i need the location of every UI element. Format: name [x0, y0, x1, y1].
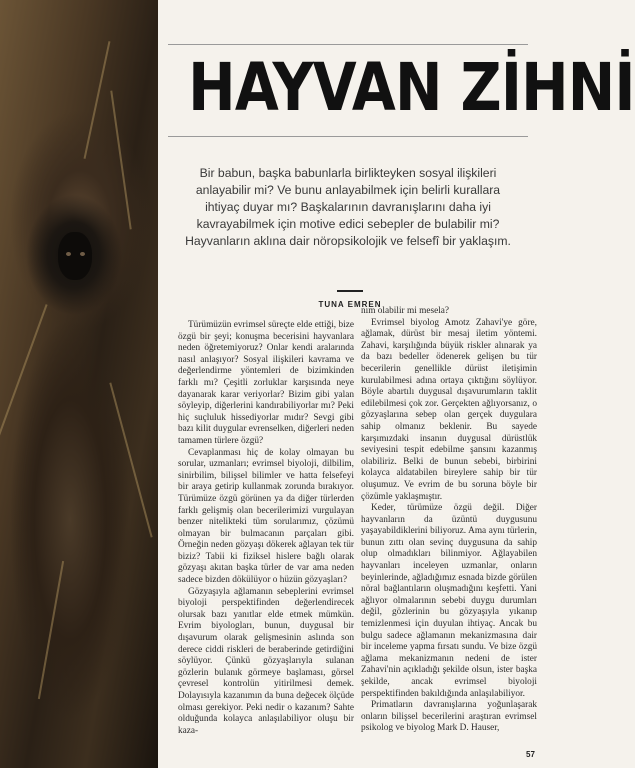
article-lede: Bir babun, başka babunlarla birlikteyken sosyal ilişkileri anlayabilir mi? Ve bunu anlayabilmek için belirli kurallara ihtiyaç duyar mı? Başkalarının davranışlarını daha iyi kavrayabilmek için motive edici sebepler de bulabilir mi? Hayvanların aklına dair nöropsikolojik ve felsefî bir yaklaşım. [185, 166, 511, 248]
paragraph: Gözyaşıyla ağlamanın sebeplerini evrimsel biyoloji perspektifinden değerlendirecek olursak bazı yanıtlar elde etmek mümkün. Evrim biyologları, bunun, duygusal bir dışavurum olarak gelişmesinin aslında son derece ciddi riskleri de beraberinde getirdiğini söylüyor. Çünkü gözyaşlarıyla sulanan gözlerin bulanık görmeye başlaması, görsel çevresel kontrolün yitirilmesi demek. Dolayısıyla kazanımın da buna değecek ölçüde olması gerekiyor. Peki nedir o kazanım? Sahte olduğunda kolayca anlaşılabiliyor oluşu bir kaza- [178, 586, 354, 736]
body-column-right [361, 306, 537, 735]
page-number: 57 [526, 750, 535, 759]
baboon-face [58, 232, 92, 280]
author-byline: TUNA EMREN [318, 300, 382, 309]
body-column-left [178, 320, 354, 737]
paragraph: Türümüzün evrimsel süreçte elde ettiği, bize özgü bir şeyi; konuşma becerisini hayvanlara neden öğretemiyoruz? Onlar kendi aralarında nasıl anlaşıyor? Sosyal ilişkileri kavrama ve değerlendirme yöntemleri de bizimkinden farklı mı? Çeşitli zorluklar karşısında neye dayanarak karar veriyorlar? Bizim gibi yalan söyleyip, diğerlerini kandırabiliyorlar mı? Peki hiç suçluluk hissediyorlar mıdır? Sevgi gibi bazı kilit duygular evrenselken, diğerleri neden tamamen türlere özgü? [178, 320, 354, 446]
byline-dash [337, 290, 363, 292]
paragraph: Primatların davranışlarına yoğunlaşarak onların bilişsel becerilerini araştıran evrimsel psikolog ve biyolog Mark D. Hauser, [361, 700, 537, 734]
paragraph: Cevaplanması hiç de kolay olmayan bu sorular, uzmanları; evrimsel biyoloji, dilbilim, sinirbilim, bilişsel bilimler ve hatta felsefeyi bir araya getirip kullanmak zorunda bırakıyor. Türümüze özgü görünen ya da diğer türlerden farklı gelişmiş olan becerilerimizi vurgulayan benzer nitelikteki tüm sorularımız, çözümü olmayan bir bulmacanın parçaları gibi. Örneğin neden gözyaşı dökerek ağlayan tek tür biziz? Tabii ki fiziksel hislere bağlı olarak gözyaşı akıtan başka türler de var ama neden sadece bizden dökülüyor o hüzün gözyaşları? [178, 447, 354, 586]
title-rule-bottom [168, 136, 528, 137]
title-rule-top [168, 44, 528, 45]
paragraph: Evrimsel biyolog Amotz Zahavi'ye göre, ağlamak, dürüst bir mesaj iletim yöntemi. Zahavi, karşılığında büyük riskler alınarak ya da bazı bedeller ödenerek gelişen bu tür becerilerin genellikle dürüst iletişimin kurulabilmesi adına ortaya çıktığını söylüyor. Böyle abartılı duygusal dışavurumların taklit edilebilmesi çok zor. Gerçekten ağlıyorsanız, o gözyaşlarına sebep olan gerçek duygulara sahip olmanız beklenir. Bu sayede karşımızdaki insanın duygusal dürüstlük seviyesini tespit edebilme şansını kazanmış olabiliriz. Belki de bunun sebebi, birbirini kolayca aldatabilen bireylere sahip bir tür oluşumuz. Ve evrim de bu soruna böyle bir çözümle yaklaşmıştır. [361, 317, 537, 502]
article-title: HAYVAN ZİHNİ [188, 49, 635, 126]
paragraph: Keder, türümüze özgü değil. Diğer hayvanların da üzüntü duygusunu yaşayabildiklerini biliyoruz. Ama aynı türlerin, bunun zıttı olan sevinç duygusuna da sahip olup olmadıkları bilinmiyor. Ağlayabilen hayvanları inceleyen uzmanlar, onların beyinlerinde, ağladığımız esnada bizde görülen nöral bağlantıların oluşmadığını keşfetti. Yani ağlıyor olmalarının sebebi duygu durumları değil, gözlerinin bu gözyaşıyla yıkanıp temizlenmesi için duyulan ihtiyaç. Ancak bu bulgu sadece ağlamanın mekanizmasına dair bir inceleme yapma fırsatı sundu. Ve bize özgü ağlama mekanizmanın nedeni de ister Zahavi'nin açıkladığı şekilde olsun, ister başka şekilde, ancak evrimsel biyoloji perspektifinden bakıldığında anlaşılabiliyor. [361, 503, 537, 699]
baboon-eye [80, 252, 85, 256]
baboon-eye [66, 252, 71, 256]
baboon-photo [0, 0, 158, 768]
paragraph: nım olabilir mi mesela? [361, 306, 450, 316]
